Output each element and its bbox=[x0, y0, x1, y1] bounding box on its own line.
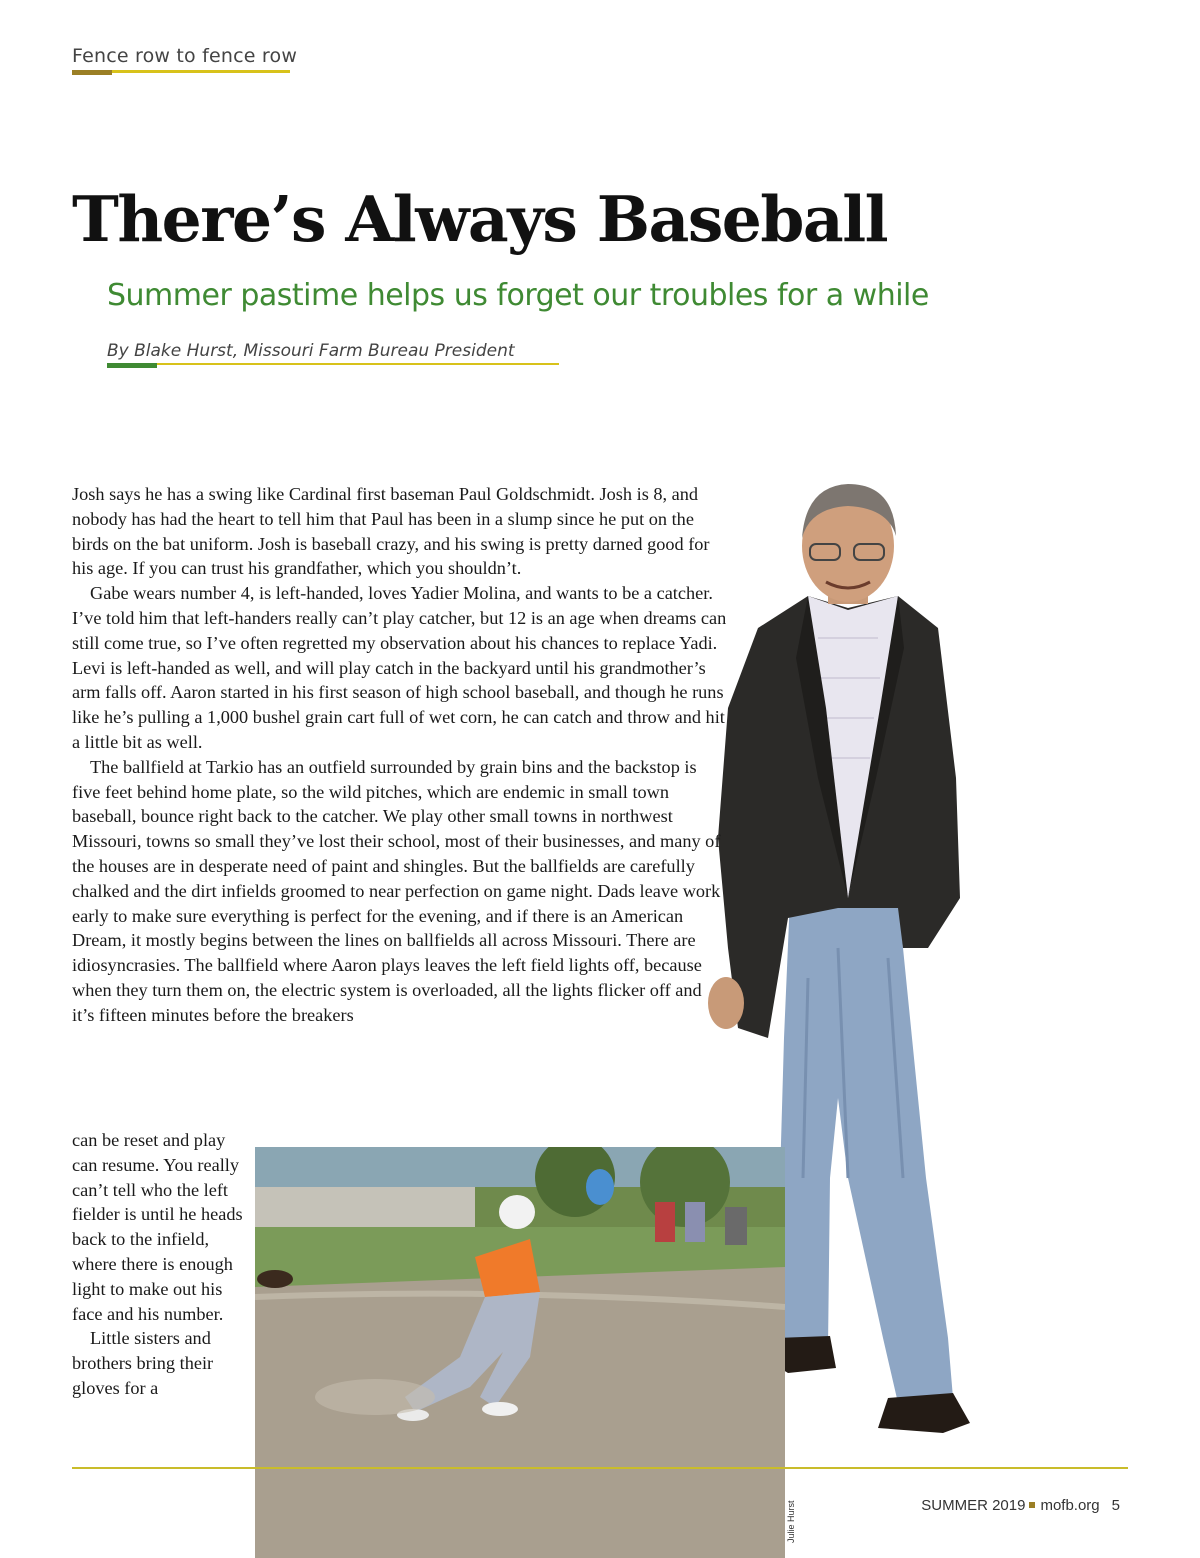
footer-rule bbox=[72, 1467, 1128, 1469]
paragraph: The ballfield at Tarkio has an outfield surrounded by grain bins and the backstop is five feet behind home plate, so the wild pitches, which are endemic in small town baseball, bounce right back to the catcher. We play other small towns in northwest Missouri, towns so small they’ve lost their school, most of their businesses, and many of the houses are in desperate need of paint and shingles. But the ballfields are carefully chalked and the dirt infields groomed to near perfection on game night. Dads leave work early to make sure everything is perfect for the evening, and if there is an American Dream, it mostly begins between the lines on ballfields all across Missouri. There are idiosyncrasies. The ballfield where Aaron plays leaves the left field lights off, because when they turn them on, the electric system is overloaded, all the lights flicker off and it’s fifteen minutes before the breakers bbox=[72, 756, 721, 1025]
article-body bbox=[72, 482, 728, 1028]
article-body-narrow bbox=[72, 1128, 248, 1401]
page-number: 5 bbox=[1111, 1497, 1120, 1514]
baseball-photo bbox=[255, 1147, 785, 1558]
photo-credit bbox=[786, 1483, 798, 1543]
paragraph: Josh says he has a swing like Cardinal first baseman Paul Goldschmidt. Josh is 8, and nobody has had the heart to tell him that Paul has been in a slump since he put on the birds on the bat uniform. Josh is baseball crazy, and his swing is pretty darned good for his age. If you can trust his grandfather, which you shouldn’t. bbox=[72, 484, 710, 579]
article-title: There’s Always Baseball bbox=[72, 182, 888, 256]
footer-site: mofb.org bbox=[1040, 1497, 1100, 1514]
square-bullet-icon bbox=[1029, 1502, 1035, 1508]
photo-credit-text: Julie Hurst bbox=[786, 1500, 796, 1543]
paragraph: can be reset and play can resume. You really can’t tell who the left fielder is until he heads back to the infield, where there is enough light to make out his face and his number. bbox=[72, 1130, 243, 1324]
article-subtitle: Summer pastime helps us forget our troubles for a while bbox=[107, 278, 929, 313]
section-label: Fence row to fence row bbox=[72, 45, 298, 67]
byline: By Blake Hurst, Missouri Farm Bureau President bbox=[107, 341, 515, 361]
footer-issue: SUMMER 2019 bbox=[921, 1497, 1026, 1514]
paragraph: Little sisters and brothers bring their gloves for a bbox=[72, 1328, 214, 1398]
byline-rule bbox=[107, 363, 559, 365]
paragraph: Gabe wears number 4, is left-handed, loves Yadier Molina, and wants to be a catcher. I’ve told him that left-handers really can’t play catcher, but 12 is an age when dreams can still come true, so I’ve often regretted my observation about his chances to replace Yadi. Levi is left-handed as well, and will play catch in the backyard until his grandmother’s arm falls off. Aaron started in his first season of high school baseball, and though he runs like he’s pulling a 1,000 bushel grain cart full of wet corn, he can catch and throw and hit a little bit as well. bbox=[72, 583, 727, 752]
section-rule-accent bbox=[72, 70, 112, 75]
byline-rule-accent bbox=[107, 363, 157, 368]
page-footer bbox=[921, 1497, 1120, 1514]
